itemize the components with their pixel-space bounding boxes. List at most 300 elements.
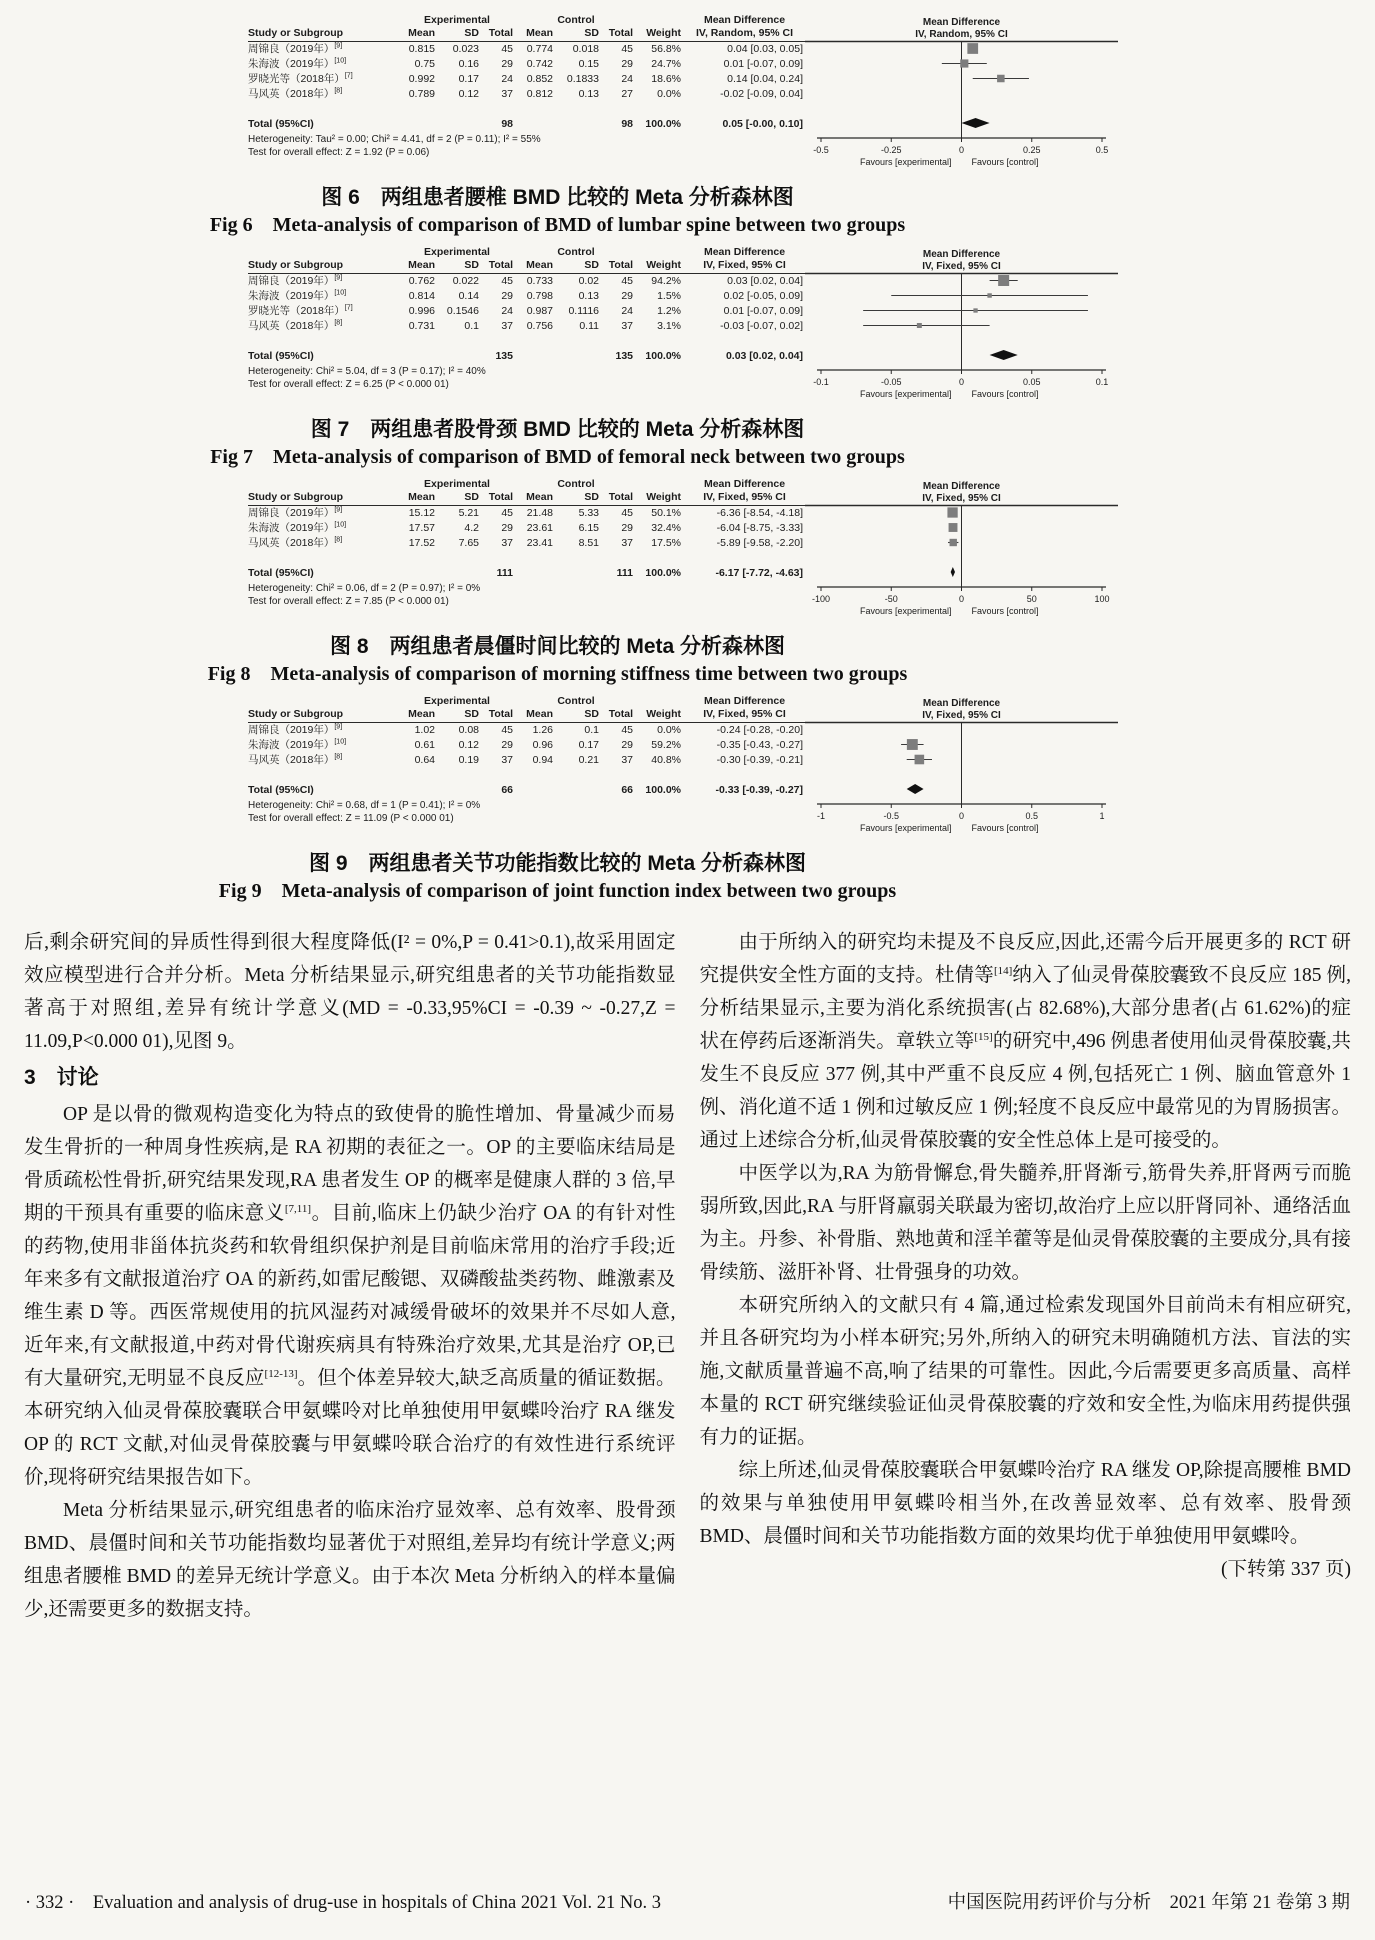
table-cell: 37 [621,537,634,549]
table-cell: 0.812 [526,88,553,100]
table-cell: 0.1116 [568,305,599,317]
table-cell: 24 [501,305,513,317]
figure-caption-en: Fig 7 Meta-analysis of comparison of BMD of femoral neck between two groups [210,446,905,468]
overall-effect-note: Test for overall effect: Z = 11.09 (P < 0.000 01) [248,813,454,824]
study-weight: 24.7% [651,58,682,70]
forest-figure-fig7 [0,246,1375,470]
reference-superscript: [15] [974,1031,993,1043]
table-cell: 0.1833 [566,73,599,85]
exp-mean-header: Mean [398,26,438,42]
plot-header-line1: Mean Difference [922,17,1001,28]
heterogeneity-note: Heterogeneity: Tau² = 0.00; Chi² = 4.41, df = 2 (P = 0.11); I² = 55% [248,134,541,145]
total-label: Total (95%CI) [248,567,314,579]
heterogeneity-note: Heterogeneity: Chi² = 0.06, df = 2 (P = 0.97); I² = 0% [248,583,481,594]
axis-tick-label: 100 [1094,594,1110,604]
axis-tick-label: -0.5 [813,145,829,155]
figure-caption-en: Fig 6 Meta-analysis of comparison of BMD of lumbar spine between two groups [209,214,906,236]
section-heading-discussion: 3 讨论 [24,1066,99,1089]
table-cell: 0.022 [452,275,479,287]
study-name: 周锦良（2019年）[9] [248,42,343,55]
table-cell [556,782,602,798]
forest-stats-notes [248,365,486,391]
mean-difference-group-header: Mean Difference [703,478,786,490]
total-row [248,348,805,364]
mean-difference-group-header: Mean Difference [703,246,786,258]
study-reference: [8] [334,319,343,327]
study-weight: 0.0% [657,88,682,100]
body-paragraph: 中医学以为,RA 为筋骨懈怠,骨失髓养,肝肾渐亏,筋骨失养,肝肾两亏而脆弱所致,因此,RA 与肝肾羸弱关联最为密切,故治疗上应以肝肾同补、通络活血为主。丹参、补骨脂、熟地黄和淫羊藿等是仙灵骨葆胶囊的主要成分,具有接骨续筋、滋肝补肾、壮骨强身的功效。 [699,1163,1351,1283]
table-cell: 37 [621,754,634,766]
table-cell: 4.2 [464,522,479,534]
forest-stats-notes [248,133,541,159]
ctrl-mean-header: Mean [516,490,556,506]
table-cell: 45 [501,507,513,519]
mean-difference-group-header: Mean Difference [703,695,786,707]
experimental-group-header: Experimental [424,246,490,258]
study-name: 罗晓光等（2018年）[7] [248,72,353,85]
study-weight: 1.2% [657,305,682,317]
exp-mean-header: Mean [398,707,438,723]
study-name: 马风英（2018年）[8] [248,753,343,766]
column-header-row [248,707,805,723]
table-cell: 0.987 [526,305,553,317]
forest-plot-area [248,695,1120,844]
axis-tick-label: 0 [958,811,965,821]
study-md-ci: 0.14 [0.04, 0.24] [727,73,804,85]
study-row [248,72,805,87]
forest-plot-area [248,478,1120,627]
study-column-header: Study or Subgroup [248,490,398,506]
overall-effect-note: Test for overall effect: Z = 7.85 (P < 0.000 01) [248,596,449,607]
study-name: 罗晓光等（2018年）[7] [248,304,353,317]
overall-effect-note: Test for overall effect: Z = 6.25 (P < 0.000 01) [248,379,449,390]
figure-caption-zh: 图 6 两组患者腰椎 BMD 比较的 Meta 分析森林图 [321,186,794,209]
effect-marker [973,308,977,312]
ctrl-mean-header: Mean [516,258,556,274]
table-cell: 0.1546 [446,305,479,317]
table-cell [438,565,482,581]
total-exp-n: 98 [501,118,513,130]
table-cell: 0.018 [572,43,599,55]
study-name: 朱海波（2019年）[10] [248,289,347,302]
study-reference: [9] [334,274,343,282]
study-reference: [10] [334,57,347,65]
study-reference: [7] [344,304,353,312]
effect-column-header: IV, Fixed, 95% CI [684,707,805,723]
study-weight: 59.2% [651,739,682,751]
reference-superscript: [12-13] [264,1368,298,1380]
table-cell: 29 [621,739,634,751]
ctrl-sd-header: SD [556,258,602,274]
study-weight: 18.6% [651,73,682,85]
study-row [248,57,805,72]
table-cell [398,565,438,581]
study-column-header: Study or Subgroup [248,258,398,274]
study-name: 朱海波（2019年）[10] [248,521,347,534]
table-cell: 0.742 [526,58,553,70]
table-cell: 0.13 [578,290,599,302]
study-column-header: Study or Subgroup [248,26,398,42]
study-row [248,42,805,58]
exp-total-header: Total [482,490,516,506]
table-cell [438,348,482,364]
study-row [248,304,805,319]
effect-marker [987,293,991,297]
spacer-row [248,102,805,116]
weight-column-header: Weight [636,707,684,723]
experimental-group-header: Experimental [424,14,490,26]
study-name: 马风英（2018年）[8] [248,319,343,332]
exp-sd-header: SD [438,490,482,506]
table-cell [556,116,602,132]
table-cell: 45 [501,275,513,287]
table-cell [636,478,684,490]
study-name: 周锦良（2019年）[9] [248,506,343,519]
ctrl-sd-header: SD [556,490,602,506]
footer-journal-zh: 中国医院用药评价与分析 2021 年第 21 卷第 3 期 [947,1893,1350,1913]
study-reference: [8] [334,87,343,95]
control-group-header: Control [557,14,595,26]
total-weight: 100.0% [645,350,682,362]
total-label: Total (95%CI) [248,118,314,130]
study-md-ci: -0.30 [-0.39, -0.21] [716,754,804,766]
study-md-ci: 0.01 [-0.07, 0.09] [723,305,804,317]
study-md-ci: -6.04 [-8.75, -3.33] [716,522,804,534]
forest-table [248,246,805,364]
forest-plot-graphic [805,14,1118,178]
reference-superscript: [14] [993,965,1013,977]
study-name: 朱海波（2019年）[10] [248,738,347,751]
exp-total-header: Total [482,707,516,723]
continuation-note: (下转第 337 页) [1221,1559,1351,1580]
favours-control-label: Favours [control] [971,606,1039,616]
plot-header-line2: IV, Fixed, 95% CI [922,493,1001,504]
weight-column-header: Weight [636,490,684,506]
total-weight: 100.0% [645,567,682,579]
table-cell [398,116,438,132]
favours-experimental-label: Favours [experimental] [859,823,952,833]
plot-header-line2: IV, Random, 95% CI [915,29,1008,40]
study-row [248,506,805,522]
axis-tick-label: -0.05 [880,377,902,387]
table-cell: 0.992 [408,73,435,85]
study-weight: 17.5% [651,537,682,549]
table-cell: 8.51 [578,537,599,549]
effect-marker [960,59,968,67]
left-column [24,926,676,1626]
figure-caption-zh: 图 7 两组患者股骨颈 BMD 比较的 Meta 分析森林图 [310,418,805,441]
table-cell: 0.11 [579,320,599,332]
study-md-ci: -0.03 [-0.07, 0.02] [720,320,804,332]
reference-superscript: [7,11] [284,1203,312,1215]
table-cell: 37 [501,537,513,549]
table-cell: 45 [501,724,513,736]
study-reference: [8] [334,536,343,544]
exp-total-header: Total [482,26,516,42]
study-reference: [9] [334,506,343,514]
study-md-ci: 0.03 [0.02, 0.04] [727,275,804,287]
table-cell: 0.19 [458,754,479,766]
forest-table [248,695,805,798]
ctrl-total-header: Total [602,258,636,274]
figure-caption-zh: 图 8 两组患者晨僵时间比较的 Meta 分析森林图 [329,635,786,658]
exp-total-header: Total [482,258,516,274]
study-name: 周锦良（2019年）[9] [248,274,343,287]
table-cell [556,565,602,581]
body-paragraph: 由于所纳入的研究均未提及不良反应,因此,还需今后开展更多的 RCT 研究提供安全性方面的支持。杜倩等[14]纳入了仙灵骨葆胶囊致不良反应 185 例,分析结果显示,主要为消化系统损害(占 82.68%),大部分患者(占 61.62%)的症状在停药后逐渐消失。章轶立等[15]的研究中,496 例患者使用仙灵骨葆胶囊,共发生不良反应 377 例,其中严重不良反应 4 例,包括死亡 1 例、脑血管意外 1 例、消化道不适 1 例和过敏反应 1 例;轻度不良反应中最常见的为胃肠损害。通过上述综合分析,仙灵骨葆胶囊的安全性总体上是可接受的。 [699,932,1351,1151]
table-cell: 0.02 [578,275,599,287]
column-header-row [248,490,805,506]
study-name: 朱海波（2019年）[10] [248,57,347,70]
study-md-ci: -5.89 [-9.58, -2.20] [716,537,804,549]
axis-tick-label: -100 [811,594,831,604]
figure-caption-en: Fig 9 Meta-analysis of comparison of joint function index between two groups [218,880,897,902]
spacer-row [248,551,805,565]
table-cell: 0.12 [458,88,479,100]
table-cell: 0.17 [578,739,599,751]
total-md-ci: -0.33 [-0.39, -0.27] [715,784,804,796]
plot-header-line1: Mean Difference [922,481,1001,492]
table-cell [248,102,805,116]
column-header-row [248,26,805,42]
forest-stats-notes [248,799,480,825]
study-row [248,289,805,304]
total-md-ci: 0.05 [-0.00, 0.10] [722,118,804,130]
table-cell: 7.65 [458,537,479,549]
study-reference: [7] [344,72,353,80]
table-cell: 0.13 [578,88,599,100]
table-cell: 1.02 [414,724,435,736]
ctrl-sd-header: SD [556,707,602,723]
table-cell: 45 [621,724,634,736]
table-cell: 0.023 [452,43,479,55]
ctrl-total-header: Total [602,707,636,723]
forest-figure-fig9 [0,695,1375,904]
study-md-ci: -0.35 [-0.43, -0.27] [716,739,804,751]
ctrl-total-header: Total [602,490,636,506]
study-weight: 40.8% [651,754,682,766]
favours-experimental-label: Favours [experimental] [859,606,952,616]
forest-figures-section [0,0,1375,904]
heterogeneity-note: Heterogeneity: Chi² = 5.04, df = 3 (P = 0.17); I² = 40% [248,366,486,377]
table-cell: 0.996 [408,305,435,317]
study-md-ci: 0.02 [-0.05, 0.09] [723,290,804,302]
effect-marker [947,507,957,517]
table-cell: 45 [501,43,513,55]
exp-sd-header: SD [438,258,482,274]
table-cell: 0.96 [532,739,553,751]
study-row [248,738,805,753]
table-cell [248,551,805,565]
table-cell: 0.814 [408,290,435,302]
table-cell: 0.789 [408,88,435,100]
table-cell: 0.756 [526,320,553,332]
table-cell [248,14,398,26]
study-name: 周锦良（2019年）[9] [248,723,343,736]
table-cell: 23.61 [526,522,553,534]
effect-marker [917,323,922,328]
plot-header-line1: Mean Difference [922,249,1001,260]
heterogeneity-note: Heterogeneity: Chi² = 0.68, df = 1 (P = 0.41); I² = 0% [248,800,481,811]
study-weight: 56.8% [651,43,682,55]
control-group-header: Control [557,478,595,490]
study-reference: [9] [334,42,343,50]
table-cell: 27 [621,88,634,100]
effect-marker [950,539,957,546]
table-cell: 0.798 [526,290,553,302]
study-reference: [10] [334,738,347,746]
table-cell: 29 [621,58,634,70]
forest-plot-graphic [805,478,1118,627]
study-reference: [8] [334,753,343,761]
study-column-header: Study or Subgroup [248,707,398,723]
spacer-row [248,768,805,782]
plot-header-line1: Mean Difference [922,698,1001,709]
total-weight: 100.0% [645,118,682,130]
table-cell [248,695,398,707]
table-cell: 23.41 [526,537,553,549]
table-cell: 29 [501,739,513,751]
study-reference: [10] [334,521,347,529]
axis-tick-label: 50 [1026,594,1037,604]
effect-marker [997,75,1005,83]
group-header-row [248,695,805,707]
table-cell [248,334,805,348]
table-cell: 0.12 [458,739,479,751]
total-exp-n: 66 [501,784,513,796]
axis-tick-label: 0.1 [1095,377,1109,387]
table-cell: 17.52 [408,537,435,549]
forest-stats-notes [248,582,480,608]
table-cell: 29 [501,290,513,302]
table-cell [438,782,482,798]
table-cell: 37 [501,320,513,332]
table-cell [248,478,398,490]
table-cell: 5.33 [578,507,599,519]
forest-table [248,14,805,132]
table-cell: 0.64 [414,754,435,766]
study-md-ci: -0.24 [-0.28, -0.20] [716,724,804,736]
table-cell: 0.815 [408,43,435,55]
axis-tick-label: -0.25 [880,145,902,155]
table-cell: 0.731 [408,320,435,332]
control-group-header: Control [557,695,595,707]
group-header-row [248,478,805,490]
figure-caption-zh: 图 9 两组患者关节功能指数比较的 Meta 分析森林图 [308,852,807,875]
effect-column-header: IV, Fixed, 95% CI [684,490,805,506]
axis-tick-label: 0 [958,145,965,155]
total-row [248,565,805,581]
total-ctrl-n: 135 [615,350,634,362]
study-weight: 94.2% [651,275,682,287]
total-exp-n: 111 [496,567,513,579]
axis-tick-label: -1 [816,811,826,821]
table-cell: 29 [501,522,513,534]
table-cell: 0.733 [526,275,553,287]
axis-tick-label: 0.05 [1022,377,1041,387]
axis-tick-label: 0.5 [1025,811,1039,821]
table-cell: 6.15 [578,522,599,534]
group-header-row [248,14,805,26]
table-cell: 0.61 [414,739,435,751]
study-row [248,536,805,551]
study-weight: 32.4% [651,522,682,534]
effect-column-header: IV, Fixed, 95% CI [684,258,805,274]
table-cell: 0.1 [584,724,599,736]
study-row [248,274,805,290]
forest-plot-graphic [805,246,1118,410]
exp-sd-header: SD [438,707,482,723]
control-group-header: Control [557,246,595,258]
study-row [248,319,805,334]
effect-marker [998,275,1009,286]
table-cell: 37 [501,88,513,100]
table-cell: 0.14 [458,290,479,302]
table-cell: 0.17 [458,73,479,85]
favours-experimental-label: Favours [experimental] [859,389,952,399]
effect-marker [949,523,958,532]
table-cell: 24 [621,305,634,317]
overall-effect-note: Test for overall effect: Z = 1.92 (P = 0.06) [248,147,430,158]
experimental-group-header: Experimental [424,478,490,490]
effect-column-header: IV, Random, 95% CI [684,26,805,42]
favours-control-label: Favours [control] [971,823,1039,833]
table-cell: 0.762 [408,275,435,287]
table-cell: 37 [621,320,634,332]
table-cell: 0.1 [464,320,479,332]
study-md-ci: 0.01 [-0.07, 0.09] [723,58,804,70]
study-reference: [10] [334,289,347,297]
table-cell: 24 [501,73,513,85]
table-cell: 45 [621,275,634,287]
weight-column-header: Weight [636,26,684,42]
total-row [248,782,805,798]
page-footer [25,1888,1350,1914]
table-cell: 0.94 [532,754,553,766]
effect-marker [915,755,925,765]
total-md-ci: -6.17 [-7.72, -4.63] [715,567,804,579]
axis-tick-label: -0.5 [883,811,900,821]
table-cell: 29 [501,58,513,70]
study-md-ci: -6.36 [-8.54, -4.18] [716,507,804,519]
total-weight: 100.0% [645,784,682,796]
experimental-group-header: Experimental [424,695,490,707]
table-cell [636,14,684,26]
plot-header-line2: IV, Fixed, 95% CI [922,710,1001,721]
figure-caption-en: Fig 8 Meta-analysis of comparison of morning stiffness time between two groups [207,663,908,685]
table-cell: 0.21 [578,754,599,766]
table-cell [516,348,556,364]
table-cell: 0.08 [458,724,479,736]
weight-column-header: Weight [636,258,684,274]
study-weight: 0.0% [657,724,682,736]
favours-control-label: Favours [control] [971,157,1039,167]
forest-figure-fig8 [0,478,1375,687]
table-cell: 37 [501,754,513,766]
axis-tick-label: 0.25 [1022,145,1041,155]
table-cell: 24 [621,73,634,85]
total-ctrl-n: 98 [621,118,634,130]
table-cell [398,782,438,798]
table-cell: 29 [621,522,634,534]
axis-tick-label: 0 [958,594,965,604]
study-weight: 1.5% [657,290,682,302]
table-cell [438,116,482,132]
total-ctrl-n: 111 [616,567,634,579]
body-paragraph: 本研究所纳入的文献只有 4 篇,通过检索发现国外目前尚未有相应研究,并且各研究均为小样本研究;另外,所纳入的研究未明确随机方法、盲法的实施,文献质量普遍不高,响了结果的可靠性。因此,今后需要更多高质量、高样本量的 RCT 研究继续验证仙灵骨葆胶囊的疗效和安全性,为临床用药提供强有力的证据。 [699,1295,1351,1448]
axis-tick-label: 0.5 [1095,145,1109,155]
table-cell: 29 [621,290,634,302]
